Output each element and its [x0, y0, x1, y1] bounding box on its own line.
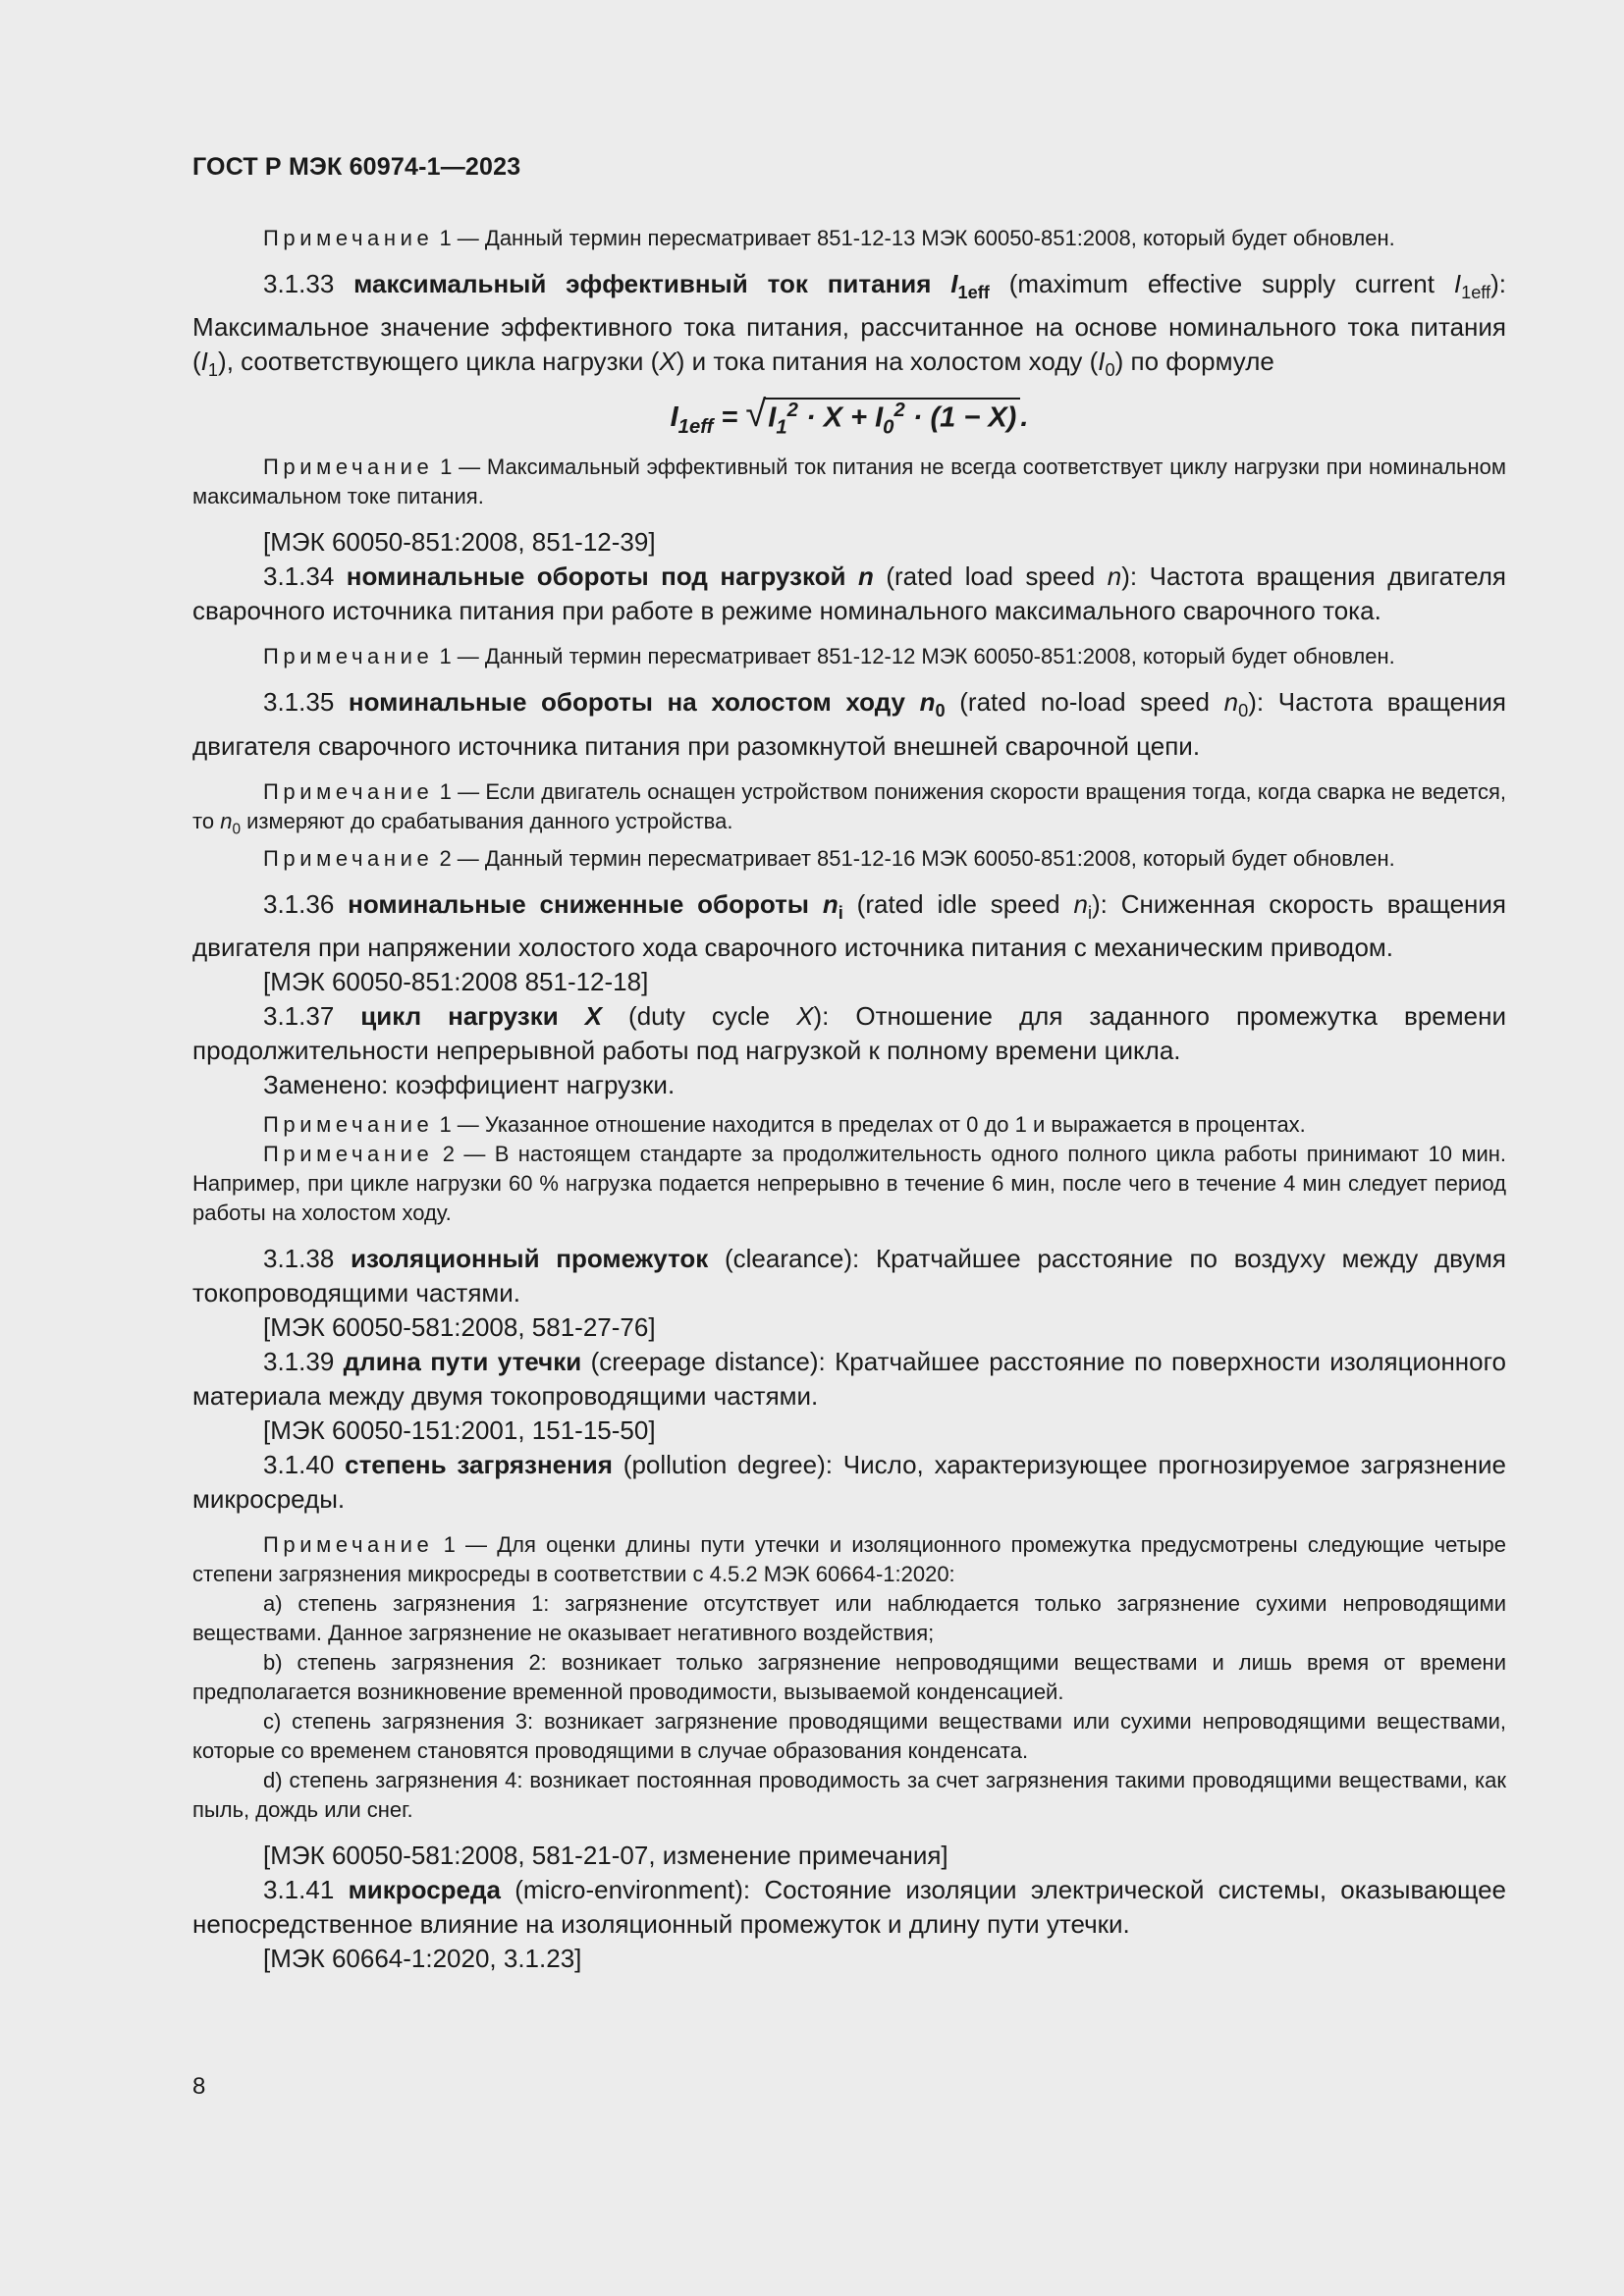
list-item-a: а) степень загрязнения 1: загрязнение отсутствует или наблюдается только загрязнение сухими непроводящими веществами. Данное загрязнение не оказывает негативного воздействия;	[192, 1591, 1506, 1646]
ref-3136: [МЭК 60050-851:2008 851-12-18]	[263, 967, 649, 997]
list-item-d: d) степень загрязнения 4: возникает постоянная проводимость за счет загрязнения такими проводящими веществами, как пыль, дождь или снег.	[192, 1768, 1506, 1823]
note-3137-2: Примечание 2 — В настоящем стандарте за продолжительность одного полного цикла работы принимают 10 мин. Например, при цикле нагрузки 60 % нагрузка подается непрерывно в течение 6 мин, после чего в течение 4 мин следует период работы на холостом ходу.	[192, 1142, 1506, 1226]
note-3135-1: Примечание 1 — Если двигатель оснащен устройством понижения скорости вращения тогда, когда сварка не ведется, то $n_0$ измеряют до срабатывания данного устройства.	[192, 778, 1506, 837]
term-3-1-37: 3.1.37 цикл нагрузки X (duty cycle X): Отношение для заданного промежутка времени продолжительности непрерывной работы под нагрузкой к полному времени цикла.	[192, 1001, 1506, 1066]
term-3-1-35: 3.1.35 номинальные обороты на холостом ходу $n_0$ (rated no-load speed $n_0$): Частота вращения двигателя сварочного источника питания при разомкнутой внешней сварочной цепи.	[192, 687, 1507, 761]
page-header: ГОСТ Р МЭК 60974-1—2023	[192, 153, 521, 181]
note-3140: Примечание 1 — Для оценки длины пути утечки и изоляционного промежутка предусмотрены следующие четыре степени загрязнения микросреды в соответствии с 4.5.2 МЭК 60664-1:2020:	[192, 1532, 1506, 1587]
ref-3133: [МЭК 60050-851:2008, 851-12-39]	[263, 527, 656, 558]
note-3134: Примечание 1 — Данный термин пересматривает 851-12-12 МЭК 60050-851:2008, который будет обновлен.	[263, 644, 1395, 669]
ref-3139: [МЭК 60050-151:2001, 151-15-50]	[263, 1415, 656, 1446]
note-3133: Примечание 1 — Максимальный эффективный ток питания не всегда соответствует циклу нагрузки при номинальном максимальном токе питания.	[192, 454, 1506, 509]
term-3-1-34: 3.1.34 номинальные обороты под нагрузкой n (rated load speed n): Частота вращения двигателя сварочного источника питания при работе в режиме номинального максимального сварочного тока.	[192, 561, 1506, 626]
term-3-1-40: 3.1.40 степень загрязнения (pollution degree): Число, характеризующее прогнозируемое загрязнение микросреды.	[192, 1450, 1506, 1515]
term-3-1-39: 3.1.39 длина пути утечки (creepage distance): Кратчайшее расстояние по поверхности изоляционного материала между двумя токопроводящими частями.	[192, 1347, 1506, 1412]
page-number: 8	[192, 2073, 206, 2100]
formula-i1eff: $I_{1eff} = √I_1^2 \cdot X + I_0^2 \cdot (1 - X)$ .	[670, 394, 1029, 439]
term-3-1-33: 3.1.33 максимальный эффективный ток питания $I_{1eff}$ (maximum effective supply current $I_{1eff}$): Максимальное значение эффективного тока питания, рассчитанное на основе номинального тока питания $(I_1)$, соответствующего цикла нагрузки (X) и тока питания на холостом ходу $(I_0)$ по формуле	[192, 269, 1506, 381]
note-3137-1: Примечание 1 — Указанное отношение находится в пределах от 0 до 1 и выражается в процентах.	[263, 1112, 1306, 1138]
ref-3141: [МЭК 60664-1:2020, 3.1.23]	[263, 1944, 582, 1974]
ref-3140: [МЭК 60050-581:2008, 581-21-07, изменение примечания]	[263, 1841, 948, 1871]
list-item-c: с) степень загрязнения 3: возникает загрязнение проводящими веществами или сухими непроводящими веществами, которые со временем становятся проводящими в случае образования конденсата.	[192, 1709, 1506, 1764]
term-3-1-36: 3.1.36 номинальные сниженные обороты $n_i$ (rated idle speed $n_i$): Сниженная скорость вращения двигателя при напряжении холостого хода сварочного источника питания с механическим приводом.	[192, 888, 1506, 963]
term-3-1-41: 3.1.41 микросреда (micro-environment): Состояние изоляции электрической системы, оказывающее непосредственное влияние на изоляционный промежуток и длину пути утечки.	[192, 1875, 1506, 1940]
document-body	[192, 224, 1506, 1976]
note-3135-2: Примечание 2 — Данный термин пересматривает 851-12-16 МЭК 60050-851:2008, который будет обновлен.	[263, 845, 1395, 871]
ref-3138: [МЭК 60050-581:2008, 581-27-76]	[263, 1312, 656, 1343]
list-item-b: b) степень загрязнения 2: возникает только загрязнение непроводящими веществами и лишь время от времени предполагается возникновение временной проводимости, вызываемой конденсацией.	[192, 1650, 1506, 1705]
replaced-3137: Заменено: коэффициент нагрузки.	[263, 1070, 676, 1100]
note-3132: Примечание 1 — Данный термин пересматривает 851-12-13 МЭК 60050-851:2008, который будет обновлен.	[263, 226, 1395, 250]
term-3-1-38: 3.1.38 изоляционный промежуток (clearance): Кратчайшее расстояние по воздуху между двумя токопроводящими частями.	[192, 1244, 1506, 1308]
